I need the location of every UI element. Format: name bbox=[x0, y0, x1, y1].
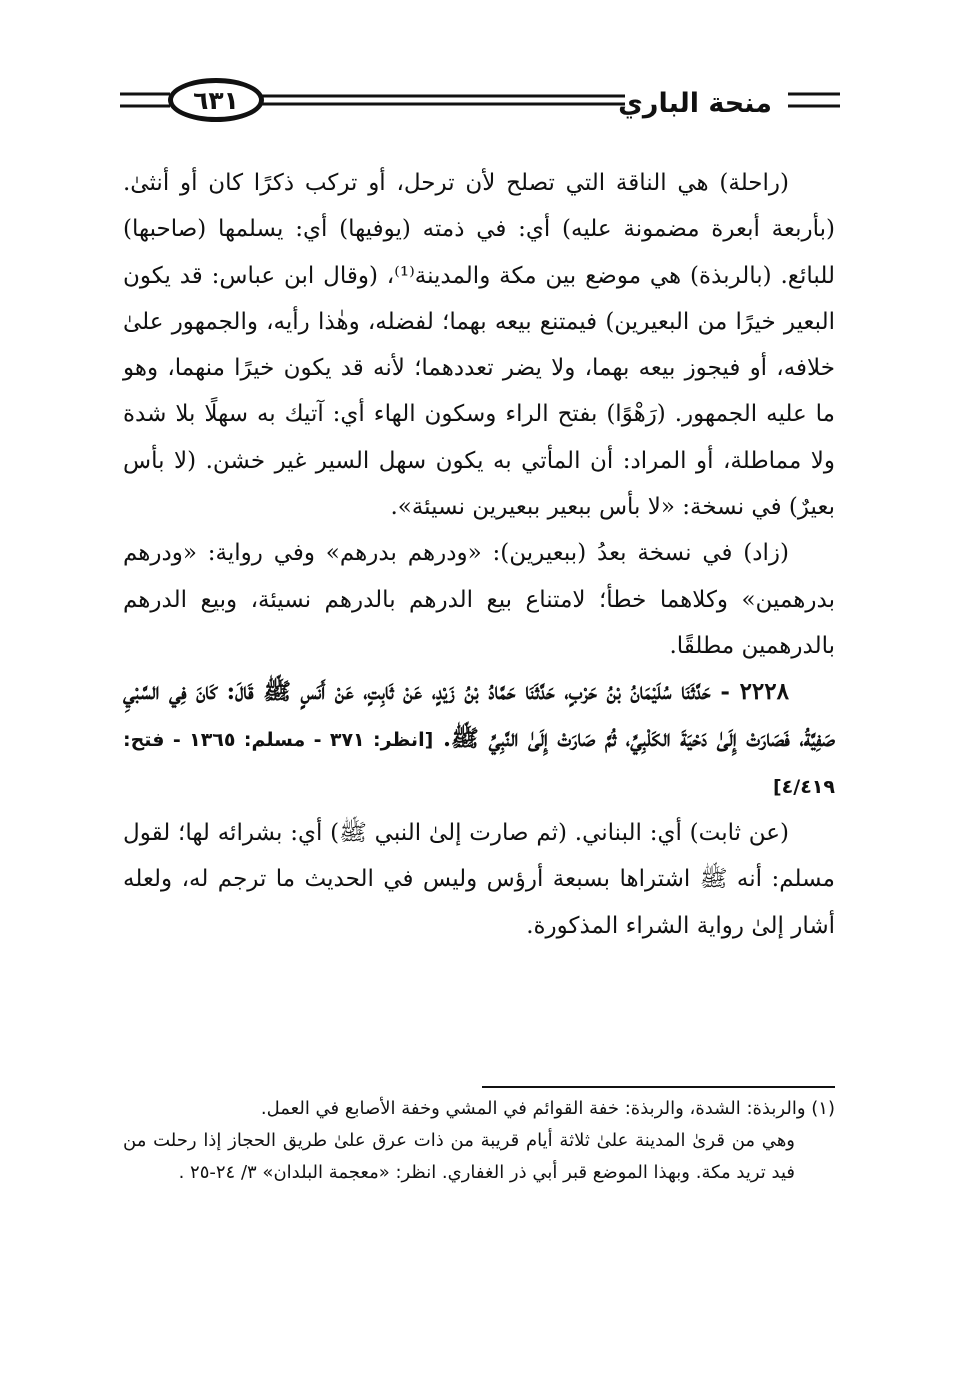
commentary-paragraph-2: (زاد) في نسخة بعدُ (ببعيرين): «ودرهم بدرهم» وفي رواية: «ودرهم بدرهمين» وكلاهما خطأ؛ لامتناع بيع الدرهم بالدرهم نسيئة، وبيع الدرهم بالدرهمين مطلقًا. bbox=[123, 540, 835, 659]
book-title: منحة الباري bbox=[618, 88, 772, 119]
page-header bbox=[120, 78, 840, 138]
hadith-text: ٢٢٢٨ - حَدَّثَنَا سُلَيْمَانُ بْنُ حَرْبٍ، حَدَّثَنَا حَمَّادُ بْنُ زَيْدٍ، عَنْ ثَابِتٍ، عَنْ أَنَسٍ ﷺ قَالَ: كَانَ فِي السَّبْيِ صَفِيَّةُ، فَصَارَتْ إِلَىٰ دَحْيَةَ الكَلْبِيِّ، ثُمَّ صَارَتْ إِلَىٰ النَّبِيِّ ﷺ. bbox=[123, 678, 835, 752]
footnote-1-first-line: (١) والربذة: الشدة، والربذة: خفة القوائم في المشي وخفة الأصابع في العمل. bbox=[260, 1098, 835, 1119]
hadith-reference: [انظر: ٣٧١ - مسلم: ١٣٦٥ - فتح: ٤/٤١٩] bbox=[123, 728, 835, 798]
main-text bbox=[123, 160, 835, 949]
hadith-2228 bbox=[123, 669, 835, 810]
footnote-1-continuation: وهي من قرىٰ المدينة علىٰ ثلاثة أيام قريبة من ذات عرق علىٰ طريق الحجاز إذا رحلت من فيد تريد مكة. وبهذا الموضع قبر أبي ذر الغفاري. انظر: «معجمة البلدان» ٣/ ٢٤-٢٥ . bbox=[123, 1129, 795, 1183]
commentary-paragraph-1: (راحلة) هي الناقة التي تصلح لأن ترحل، أو تركب ذكرًا كان أو أنثىٰ. (بأربعة أبعرة مضمونة عليه) أي: في ذمته (يوفيها) أي: يسلمها (صاحبها) للبائع. (بالربذة) هي موضع بين مكة والمدينة⁽¹⁾، (وقال ابن عباس: قد يكون البعير خيرًا من البعيرين) فيمتنع بيعه بهما؛ لفضله، وهٰذا رأيه، والجمهور علىٰ خلافه، أو فيجوز بيعه بهما، ولا يضر تعددهما؛ لأنه قد يكون خيرًا منهما، وهو ما عليه الجمهور. (رَهْوًا) بفتح الراء وسكون الهاء أي: آتيك به سهلًا بلا شدة ولا مماطلة، أو المراد: أن المأتي به يكون سهل السير غير خشن. (لا بأس بعيرٌ) في نسخة: «لا بأس ببعير ببعيرين نسيئة». bbox=[123, 170, 835, 521]
footnotes bbox=[123, 1093, 835, 1188]
footnote-separator bbox=[482, 1086, 835, 1088]
commentary-paragraph-3: (عن ثابت) أي: البناني. (ثم صارت إلىٰ النبي ﷺ) أي: بشرائه لها؛ لقول مسلم: أنه ﷺ اشتراها بسبعة أرؤس وليس في الحديث ما ترجم له، ولعله أشار إلىٰ رواية الشراء المذكورة. bbox=[123, 820, 835, 939]
page-number-badge bbox=[168, 78, 264, 122]
page-number: ٦٣١ bbox=[193, 85, 239, 115]
